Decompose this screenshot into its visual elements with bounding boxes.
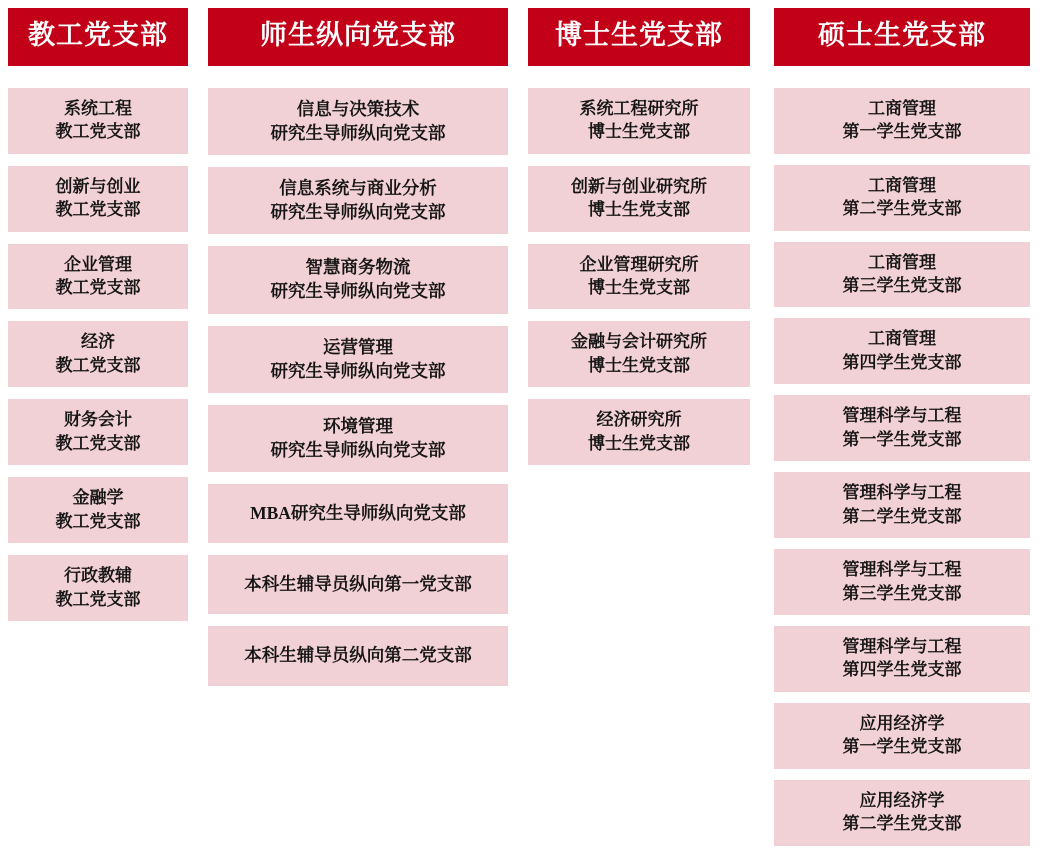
branch-cell-line: 第一学生党支部 <box>842 429 962 449</box>
branch-cell-line: 博士生党支部 <box>588 122 690 142</box>
branch-cell-line: 第四学生党支部 <box>842 352 962 372</box>
branch-cell <box>774 626 1030 692</box>
branch-cell-line: 本科生辅导员纵向第一党支部 <box>244 574 472 595</box>
branch-cell-line: 应用经济学 <box>859 713 945 733</box>
branch-cell-line: 教工党支部 <box>55 511 141 531</box>
branch-cell-line: 本科生辅导员纵向第二党支部 <box>244 645 472 666</box>
branch-cell <box>208 88 508 155</box>
branch-cell-line: 管理科学与工程 <box>842 637 962 657</box>
branch-cell <box>208 405 508 472</box>
branch-cell <box>774 472 1030 538</box>
branch-cell-line: 博士生党支部 <box>588 200 690 220</box>
branch-cell-line: 第一学生党支部 <box>842 122 962 142</box>
branch-cell-line: 运营管理 <box>323 336 393 357</box>
branch-cell <box>774 395 1030 461</box>
branch-cell-line: 工商管理 <box>868 175 936 195</box>
branch-cell-line: 创新与创业 <box>55 176 141 196</box>
column-header: 硕士生党支部 <box>774 8 1030 66</box>
branch-cell-line: 管理科学与工程 <box>842 560 962 580</box>
branch-column-3 <box>762 0 1042 857</box>
column-header: 教工党支部 <box>8 8 188 66</box>
branch-cell-line: 系统工程 <box>64 98 132 118</box>
branch-cell-line: 教工党支部 <box>55 277 141 297</box>
branch-cell <box>528 321 750 387</box>
branch-cell <box>8 244 188 310</box>
branch-cell <box>774 780 1030 846</box>
branch-cell <box>528 166 750 232</box>
branch-cell-line: 教工党支部 <box>55 355 141 375</box>
branch-cell <box>774 165 1030 231</box>
branch-cell <box>774 88 1030 154</box>
branch-cell-line: 管理科学与工程 <box>842 483 962 503</box>
branch-cell-line: 教工党支部 <box>55 433 141 453</box>
branch-cell-line: 工商管理 <box>868 98 936 118</box>
branch-cell <box>208 626 508 685</box>
branch-cell-line: 第三学生党支部 <box>842 275 962 295</box>
branch-cell-line: 教工党支部 <box>55 589 141 609</box>
branch-cell-line: 第二学生党支部 <box>842 814 962 834</box>
branch-cell-line: 教工党支部 <box>55 200 141 220</box>
branch-cell-line: 应用经济学 <box>859 790 945 810</box>
branch-cell-line: 金融学 <box>72 488 124 508</box>
branch-cell-line: 研究生导师纵向党支部 <box>270 360 446 381</box>
branch-cell <box>8 399 188 465</box>
branch-cell-line: MBA研究生导师纵向党支部 <box>250 503 466 524</box>
branch-cell <box>8 166 188 232</box>
branch-cell-line: 智慧商务物流 <box>305 257 411 278</box>
branch-cell <box>8 555 188 621</box>
branch-cell <box>774 703 1030 769</box>
branch-cell <box>208 555 508 614</box>
branch-cell <box>8 321 188 387</box>
branch-cell-line: 第三学生党支部 <box>842 583 962 603</box>
branch-cell-line: 教工党支部 <box>55 122 141 142</box>
branch-cell <box>528 88 750 154</box>
branch-cell <box>528 244 750 310</box>
branch-cell-line: 第二学生党支部 <box>842 506 962 526</box>
branch-cell <box>208 246 508 313</box>
branch-cell <box>208 326 508 393</box>
branch-cell-line: 研究生导师纵向党支部 <box>270 122 446 143</box>
branch-cell-line: 系统工程研究所 <box>579 98 699 118</box>
branch-column-1 <box>200 0 520 698</box>
branch-cell-line: 企业管理 <box>64 254 132 274</box>
branch-cell-line: 博士生党支部 <box>588 355 690 375</box>
branch-cell-line: 博士生党支部 <box>588 433 690 453</box>
branch-cell-line: 研究生导师纵向党支部 <box>270 281 446 302</box>
branch-cell-line: 经济研究所 <box>596 410 682 430</box>
branch-cell-line: 环境管理 <box>323 415 393 436</box>
branch-cell-line: 管理科学与工程 <box>842 406 962 426</box>
branch-cell <box>208 484 508 543</box>
branch-cell <box>8 88 188 154</box>
branch-cell-line: 信息系统与商业分析 <box>279 177 437 198</box>
column-header: 师生纵向党支部 <box>208 8 508 66</box>
branch-column-0 <box>0 0 200 633</box>
branch-cell-line: 研究生导师纵向党支部 <box>270 439 446 460</box>
branch-cell-line: 研究生导师纵向党支部 <box>270 202 446 223</box>
branch-cell <box>774 242 1030 308</box>
branch-cell-line: 信息与决策技术 <box>296 98 420 119</box>
branch-cell-line: 第二学生党支部 <box>842 199 962 219</box>
branch-cell <box>774 318 1030 384</box>
branch-cell-line: 第一学生党支部 <box>842 737 962 757</box>
branch-cell-line: 财务会计 <box>64 410 132 430</box>
branch-cell-line: 行政教辅 <box>64 566 132 586</box>
branch-cell-line: 博士生党支部 <box>588 277 690 297</box>
branch-cell-line: 第四学生党支部 <box>842 660 962 680</box>
branch-cell <box>528 399 750 465</box>
branch-cell-line: 金融与会计研究所 <box>571 332 707 352</box>
branch-cell-line: 经济 <box>81 332 115 352</box>
branch-cell-line: 工商管理 <box>868 252 936 272</box>
branch-cell <box>774 549 1030 615</box>
branch-cell-line: 企业管理研究所 <box>579 254 699 274</box>
branch-cell-line: 创新与创业研究所 <box>571 176 707 196</box>
branch-cell <box>8 477 188 543</box>
branch-cell <box>208 167 508 234</box>
branch-column-2 <box>520 0 762 477</box>
branch-cell-line: 工商管理 <box>868 329 936 349</box>
column-header: 博士生党支部 <box>528 8 750 66</box>
